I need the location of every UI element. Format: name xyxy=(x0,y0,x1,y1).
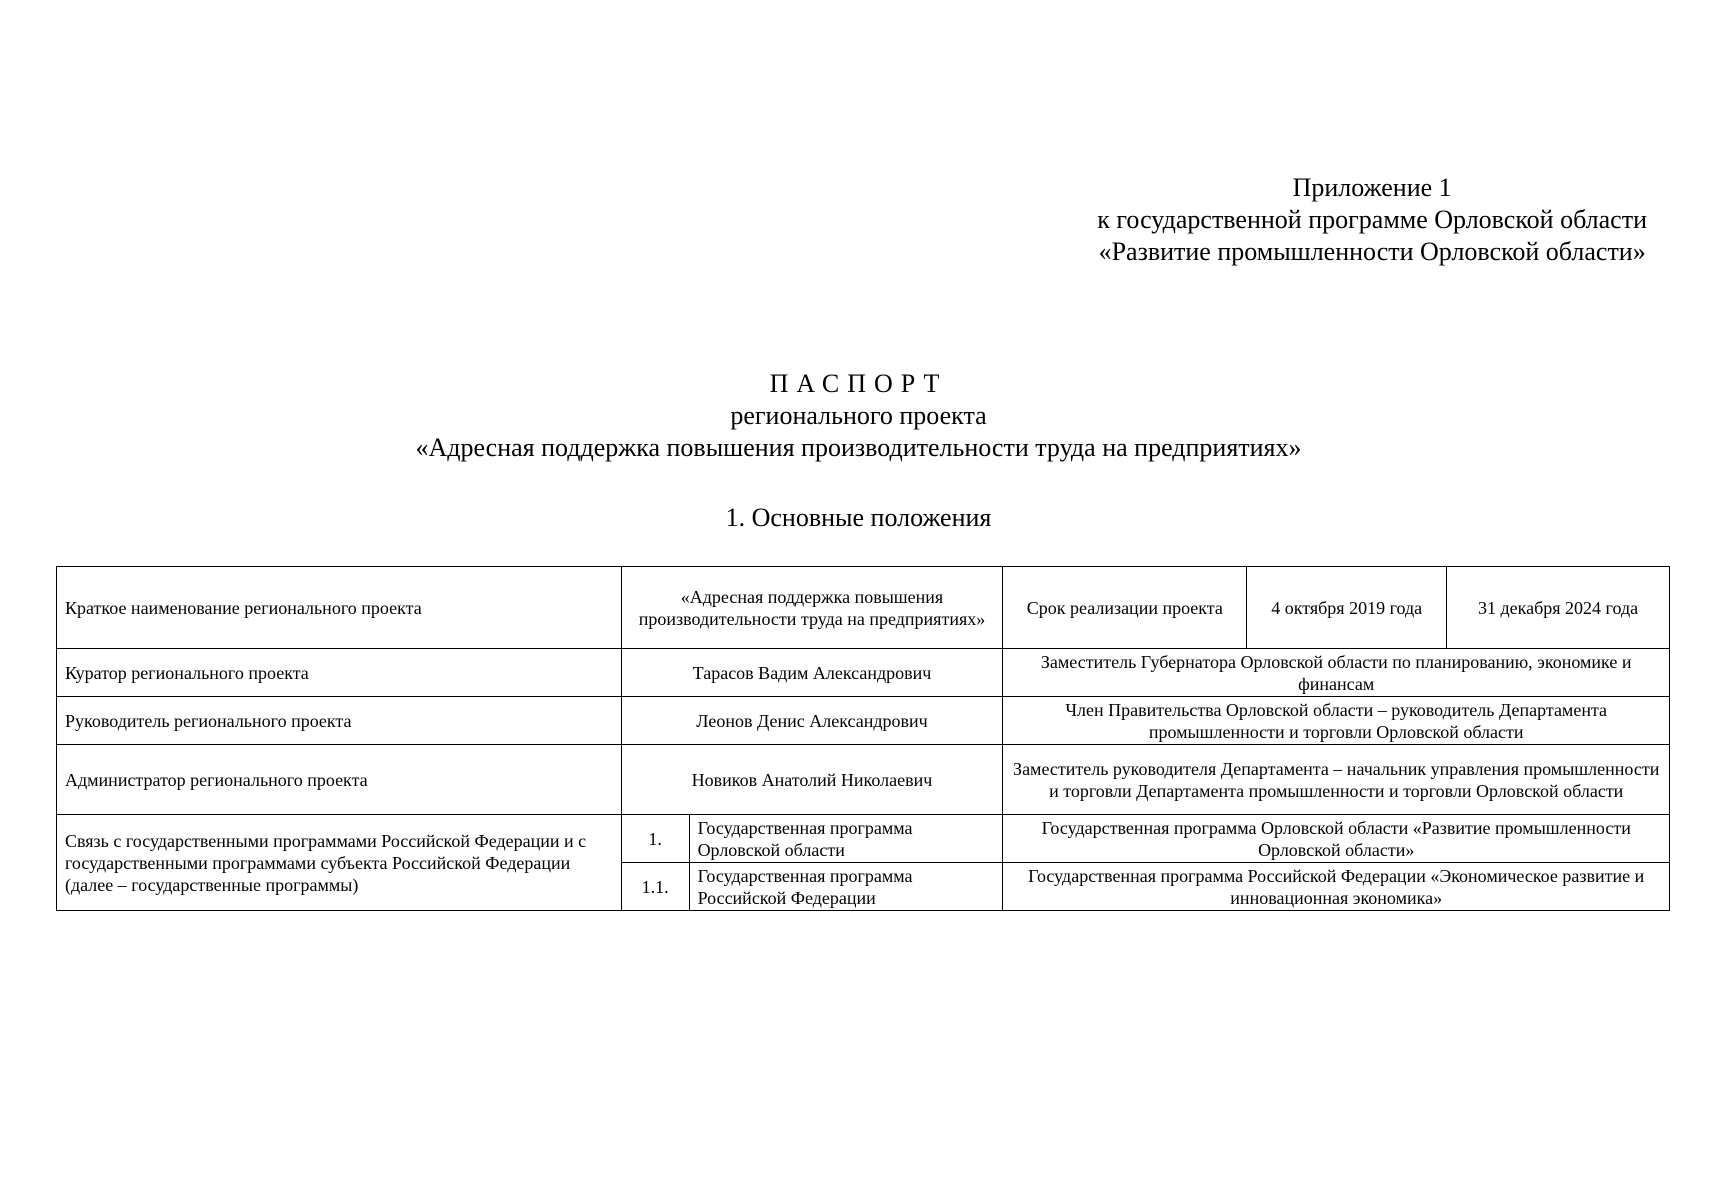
row-label: Администратор регионального проекта xyxy=(57,745,622,815)
row-label: Связь с государственными программами Российской Федерации и с государственными программами субъекта Российской Федерации (далее – государственные программы) xyxy=(57,815,622,911)
row-label: Куратор регионального проекта xyxy=(57,649,622,697)
project-name-heading: «Адресная поддержка повышения производительности труда на предприятиях» xyxy=(415,433,1302,462)
administrator-name: Новиков Анатолий Николаевич xyxy=(621,745,1003,815)
program-type: Государственная программа Орловской области xyxy=(689,815,1003,863)
start-date: 4 октября 2019 года xyxy=(1247,567,1447,649)
table-row xyxy=(57,697,1670,745)
table-row xyxy=(57,815,1670,863)
program-name: Государственная программа Российской Федерации «Экономическое развитие и инновационная экономика» xyxy=(1003,863,1670,911)
term-label: Срок реализации проекта xyxy=(1003,567,1247,649)
head-name: Леонов Денис Александрович xyxy=(621,697,1003,745)
program-number: 1. xyxy=(621,815,689,863)
end-date: 31 декабря 2024 года xyxy=(1447,567,1670,649)
appendix-line-1: Приложение 1 xyxy=(1292,173,1452,202)
appendix-line-3: «Развитие промышленности Орловской области» xyxy=(1098,237,1646,266)
row-label: Краткое наименование регионального проекта xyxy=(57,567,622,649)
appendix-line-2: к государственной программе Орловской области xyxy=(1097,205,1647,234)
table-row xyxy=(57,745,1670,815)
program-type: Государственная программа Российской Федерации xyxy=(689,863,1003,911)
administrator-position: Заместитель руководителя Департамента – начальник управления промышленности и торговли Департамента промышленности и торговли Орловской области xyxy=(1003,745,1670,815)
passport-subtitle: регионального проекта xyxy=(730,401,987,430)
row-label: Руководитель регионального проекта xyxy=(57,697,622,745)
section-title: 1. Основные положения xyxy=(725,503,992,532)
curator-position: Заместитель Губернатора Орловской области по планированию, экономике и финансам xyxy=(1003,649,1670,697)
document-title xyxy=(0,368,1717,464)
curator-name: Тарасов Вадим Александрович xyxy=(621,649,1003,697)
table-row xyxy=(57,567,1670,649)
program-name: Государственная программа Орловской области «Развитие промышленности Орловской области» xyxy=(1003,815,1670,863)
passport-heading: ПАСПОРТ xyxy=(769,369,948,398)
appendix-header xyxy=(1097,172,1647,268)
basic-provisions-table xyxy=(56,566,1670,911)
program-number: 1.1. xyxy=(621,863,689,911)
head-position: Член Правительства Орловской области – руководитель Департамента промышленности и торговли Орловской области xyxy=(1003,697,1670,745)
table-row xyxy=(57,649,1670,697)
project-short-name: «Адресная поддержка повышения производительности труда на предприятиях» xyxy=(621,567,1003,649)
